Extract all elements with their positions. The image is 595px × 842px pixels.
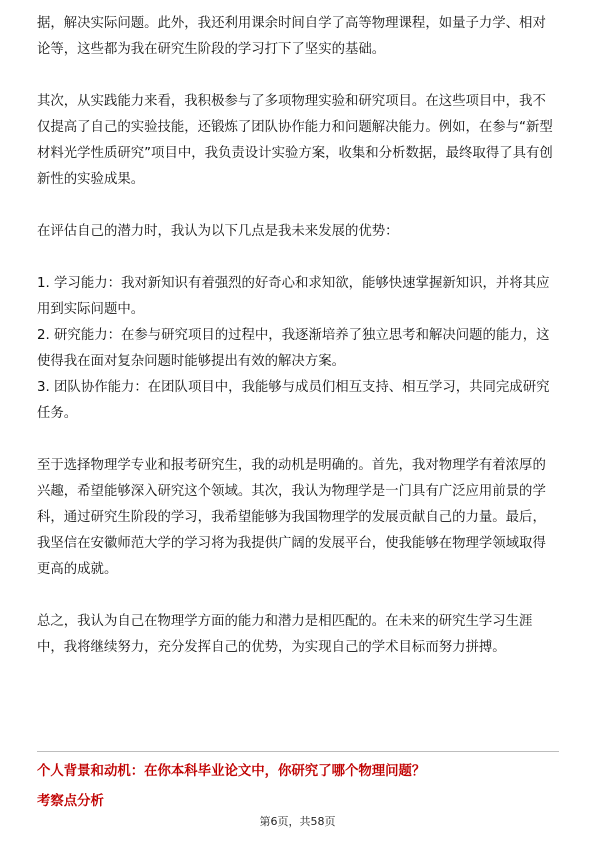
list-item-learning: 1. 学习能力：我对新知识有着强烈的好奇心和求知欲，能够快速掌握新知识，并将其应用到实际问题中。 bbox=[37, 276, 550, 317]
list-item-research: 2. 研究能力：在参与研究项目的过程中，我逐渐培养了独立思考和解决问题的能力，这使得我在面对复杂问题时能够提出有效的解决方案。 bbox=[37, 328, 550, 369]
analysis-heading: 考察点分析 bbox=[37, 794, 104, 809]
paragraph-potential-intro: 在评估自己的潜力时，我认为以下几点是我未来发展的优势： bbox=[37, 224, 399, 239]
body-text bbox=[37, 11, 559, 661]
list-item-teamwork: 3. 团队协作能力：在团队项目中，我能够与成员们相互支持、相互学习，共同完成研究任务。 bbox=[37, 380, 550, 421]
paragraph-conclusion: 总之，我认为自己在物理学方面的能力和潜力是相匹配的。在未来的研究生学习生涯中，我将继续努力，充分发挥自己的优势，为实现自己的学术目标而努力拼搏。 bbox=[37, 614, 533, 655]
question-heading: 个人背景和动机：在你本科毕业论文中，你研究了哪个物理问题？ bbox=[37, 764, 426, 779]
paragraph-motivation: 至于选择物理学专业和报考研究生，我的动机是明确的。首先，我对物理学有着浓厚的兴趣，希望能够深入研究这个领域。其次，我认为物理学是一门具有广泛应用前景的学科，通过研究生阶段的学习，我希望能够为我国物理学的发展贡献自己的力量。最后，我坚信在安徽师范大学的学习将为我提供广阔的发展平台，使我能够在物理学领域取得更高的成就。 bbox=[37, 458, 546, 577]
paragraph-foundation: 据，解决实际问题。此外，我还利用课余时间自学了高等物理课程，如量子力学、相对论等，这些都为我在研究生阶段的学习打下了坚实的基础。 bbox=[37, 16, 546, 57]
section-divider bbox=[37, 751, 559, 752]
paragraph-practice: 其次，从实践能力来看，我积极参与了多项物理实验和研究项目。在这些项目中，我不仅提高了自己的实验技能，还锻炼了团队协作能力和问题解决能力。例如，在参与“新型材料光学性质研究”项目中，我负责设计实验方案，收集和分析数据，最终取得了具有创新性的实验成果。 bbox=[37, 94, 553, 187]
page-number: 第6页，共58页 bbox=[259, 815, 336, 828]
